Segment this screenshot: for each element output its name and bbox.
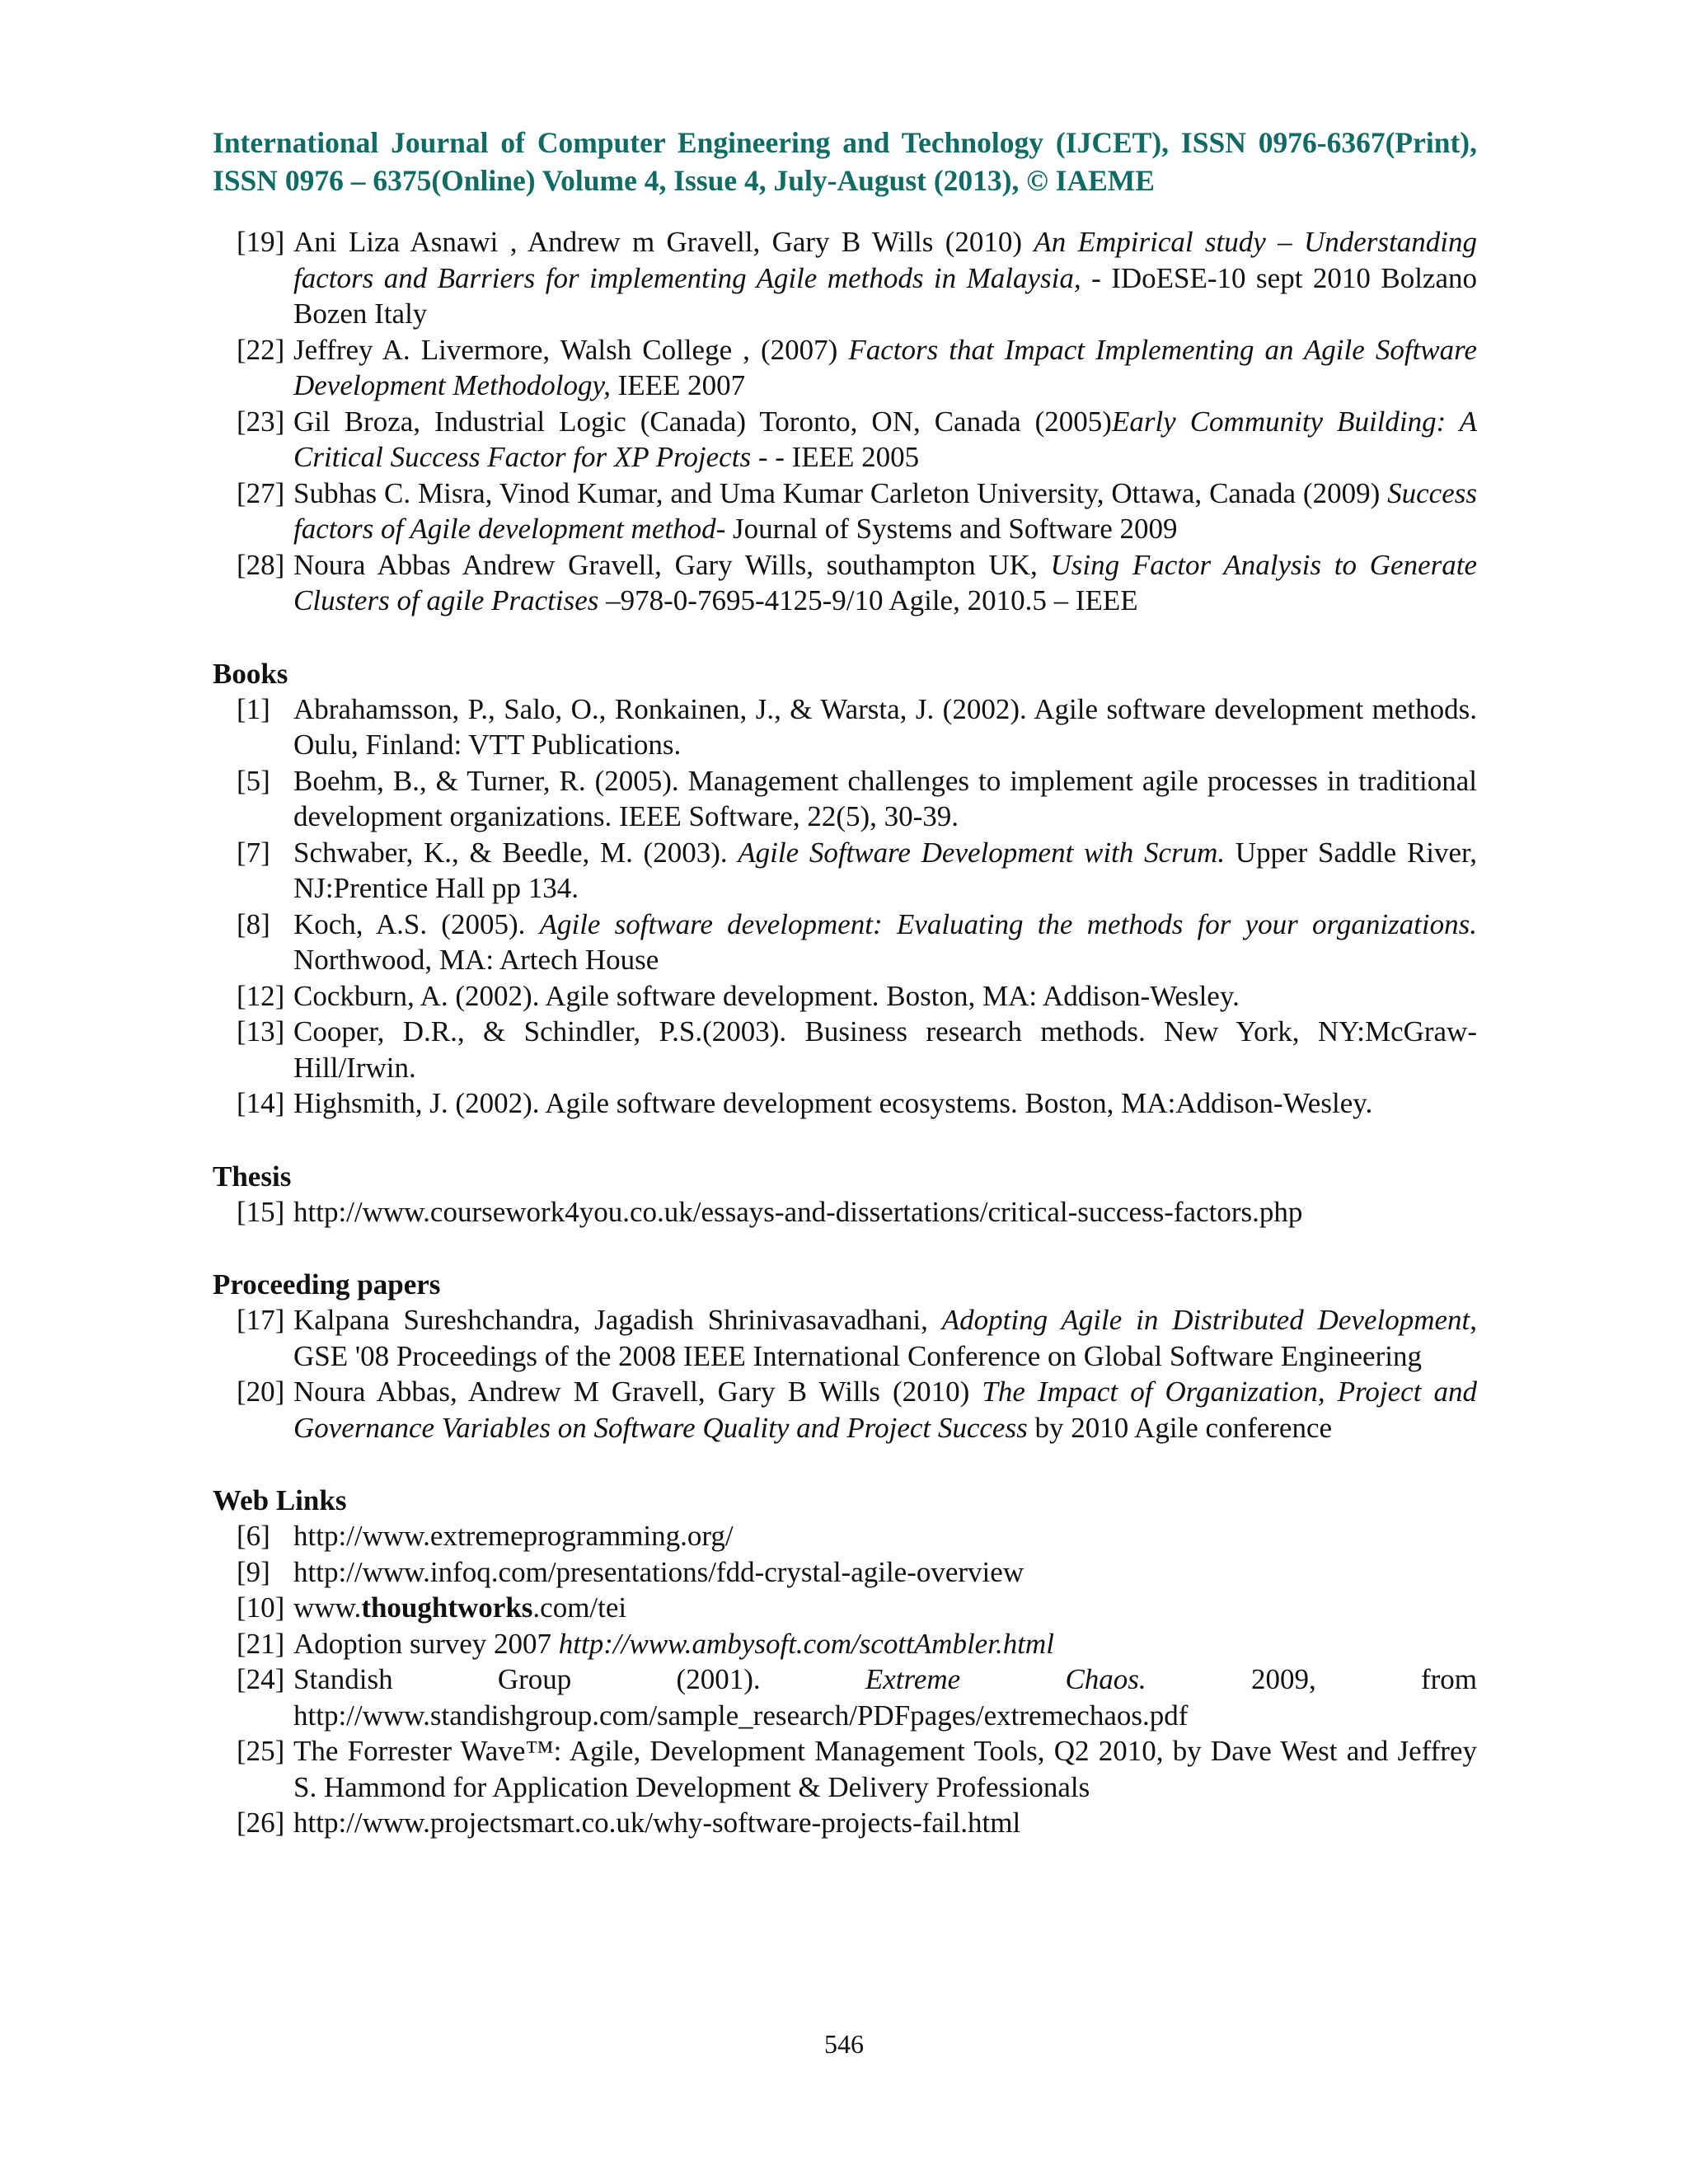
section-heading-thesis: Thesis xyxy=(213,1160,292,1193)
reference-text: Cooper, D.R., & Schindler, P.S.(2003). Business research methods. New York, NY:McGraw-Hill/Irwin. xyxy=(293,1015,1477,1084)
reference-number: [6] xyxy=(237,1520,270,1552)
reference-link: http://www.ambysoft.com/scottAmbler.html xyxy=(558,1627,1054,1660)
reference-item xyxy=(213,404,1477,476)
reference-link: http://www.infoq.com/presentations/fdd-crystal-agile-overview xyxy=(293,1555,1025,1588)
books-reference-list xyxy=(213,691,1477,1122)
reference-number: [14] xyxy=(237,1087,285,1119)
reference-item xyxy=(213,1554,1477,1591)
reference-item xyxy=(213,1518,1477,1554)
reference-item xyxy=(213,1085,1477,1122)
reference-text: 2009, from http://www.standishgroup.com/sample_research/PDFpages/extremechaos.pdf xyxy=(293,1663,1477,1732)
reference-item xyxy=(213,1194,1477,1230)
reference-number: [12] xyxy=(237,979,285,1012)
reference-text: Koch, A.S. (2005). xyxy=(293,907,540,940)
section-heading-weblinks: Web Links xyxy=(213,1484,347,1516)
reference-text: Gil Broza, Industrial Logic (Canada) Toronto, ON, Canada (2005) xyxy=(293,405,1112,438)
reference-item xyxy=(213,763,1477,835)
reference-text: Adoption survey 2007 xyxy=(293,1627,559,1660)
reference-item xyxy=(213,1374,1477,1446)
reference-title: Success factors of Agile development method- xyxy=(293,476,1477,545)
reference-number: [22] xyxy=(237,333,285,366)
reference-text: Jeffrey A. Livermore, Walsh College , (2007) xyxy=(293,333,849,366)
reference-item xyxy=(213,1626,1477,1662)
reference-title: An Empirical study – Understanding factors and Barriers for implementing Agile methods in Malaysia, xyxy=(293,226,1477,294)
reference-text: Northwood, MA: Artech House xyxy=(293,944,659,976)
section-heading-proceedings: Proceeding papers xyxy=(213,1268,441,1301)
page-content xyxy=(213,124,1477,1841)
reference-title: Agile software development: Evaluating the methods for your organizations. xyxy=(539,907,1477,940)
reference-item xyxy=(213,1302,1477,1374)
reference-item xyxy=(213,1661,1477,1733)
reference-number: [9] xyxy=(237,1555,270,1588)
reference-number: [24] xyxy=(237,1663,285,1695)
reference-text: The Forrester Wave™: Agile, Development Management Tools, Q2 2010, by Dave West and Jeffrey S. Hammond for Application Development & Delivery Professionals xyxy=(293,1735,1477,1803)
page-number: 546 xyxy=(824,2029,864,2059)
reference-title: Early Community Building: A Critical Success Factor for XP Projects xyxy=(293,405,1477,473)
reference-text: Boehm, B., & Turner, R. (2005). Management challenges to implement agile processes in traditional development organizations. IEEE Software, 22(5), 30-39. xyxy=(293,764,1477,832)
reference-number: [23] xyxy=(237,405,285,438)
section-heading-books: Books xyxy=(213,657,288,690)
reference-text: - IDoESE-10 sept 2010 Bolzano Bozen Italy xyxy=(293,261,1478,330)
journal-header: International Journal of Computer Engineering and Technology (IJCET), ISSN 0976-6367(Print), ISSN 0976 – 6375(Online) Volume 4, Issue 4, July-August (2013), © IAEME xyxy=(213,126,1477,197)
reference-text: , GSE '08 Proceedings of the 2008 IEEE International Conference on Global Software Engineering xyxy=(293,1304,1477,1372)
reference-title: Extreme Chaos. xyxy=(865,1663,1146,1695)
reference-link: http://www.extremeprogramming.org/ xyxy=(293,1520,734,1552)
reference-item xyxy=(213,907,1477,978)
weblinks-reference-list xyxy=(213,1518,1477,1841)
reference-title: Agile Software Development with Scrum. xyxy=(738,836,1226,869)
reference-number: [15] xyxy=(237,1195,285,1228)
reference-number: [28] xyxy=(237,548,285,581)
reference-number: [26] xyxy=(237,1807,285,1839)
reference-title: Using Factor Analysis to Generate Clusters of agile Practises xyxy=(293,548,1477,616)
reference-number: [5] xyxy=(237,764,270,797)
reference-title: Adopting Agile in Distributed Development xyxy=(941,1304,1470,1336)
reference-text: Noura Abbas Andrew Gravell, Gary Wills, southampton UK, xyxy=(293,548,1051,581)
reference-number: [27] xyxy=(237,476,285,509)
thesis-reference-list xyxy=(213,1194,1477,1230)
reference-text: Upper Saddle River, NJ:Prentice Hall pp 134. xyxy=(293,836,1477,904)
reference-item xyxy=(213,547,1477,619)
reference-link-suffix: .com/tei xyxy=(532,1591,627,1624)
reference-text: Kalpana Sureshchandra, Jagadish Shrinivasavadhani, xyxy=(293,1304,942,1336)
reference-text: Standish Group (2001). xyxy=(293,1663,865,1695)
reference-text: Journal of Systems and Software 2009 xyxy=(725,513,1178,545)
reference-number: [20] xyxy=(237,1376,285,1408)
reference-link: http://www.projectsmart.co.uk/why-software-projects-fail.html xyxy=(293,1807,1021,1839)
reference-item xyxy=(213,691,1477,763)
reference-link-prefix: www. xyxy=(293,1591,362,1624)
reference-text: IEEE 2007 xyxy=(610,369,746,401)
reference-item xyxy=(213,1733,1477,1805)
reference-number: [7] xyxy=(237,836,270,869)
reference-item xyxy=(213,332,1477,404)
reference-item xyxy=(213,476,1477,547)
reference-number: [8] xyxy=(237,907,270,940)
reference-text: by 2010 Agile conference xyxy=(1027,1411,1333,1444)
reference-number: [17] xyxy=(237,1304,285,1336)
reference-number: [25] xyxy=(237,1735,285,1767)
reference-title: The Impact of Organization, Project and Governance Variables on Software Quality and Project Success xyxy=(293,1376,1477,1444)
reference-title: Factors that Impact Implementing an Agile Software Development Methodology, xyxy=(293,333,1477,401)
reference-text: Noura Abbas, Andrew M Gravell, Gary B Wills (2010) xyxy=(293,1376,982,1408)
reference-text: Cockburn, A. (2002). Agile software development. Boston, MA: Addison-Wesley. xyxy=(293,979,1240,1012)
reference-text: Ani Liza Asnawi , Andrew m Gravell, Gary B Wills (2010) xyxy=(293,226,1034,258)
reference-text: Schwaber, K., & Beedle, M. (2003). xyxy=(293,836,738,869)
reference-number: [19] xyxy=(237,226,285,258)
reference-text: –978-0-7695-4125-9/10 Agile, 2010.5 – IEEE xyxy=(598,584,1138,616)
reference-number: [13] xyxy=(237,1015,285,1047)
reference-item xyxy=(213,978,1477,1015)
reference-text: - - IEEE 2005 xyxy=(751,441,920,473)
reference-number: [1] xyxy=(237,692,270,725)
reference-item xyxy=(213,1590,1477,1626)
reference-item xyxy=(213,835,1477,907)
reference-link: http://www.coursework4you.co.uk/essays-and-dissertations/critical-success-factors.php xyxy=(293,1195,1303,1228)
reference-text: Highsmith, J. (2002). Agile software development ecosystems. Boston, MA:Addison-Wesley. xyxy=(293,1087,1373,1119)
reference-link-bold: thoughtworks xyxy=(361,1591,533,1624)
reference-number: [10] xyxy=(237,1591,285,1624)
reference-number: [21] xyxy=(237,1627,285,1660)
reference-text: Subhas C. Misra, Vinod Kumar, and Uma Kumar Carleton University, Ottawa, Canada (2009) xyxy=(293,476,1388,509)
reference-text: Abrahamsson, P., Salo, O., Ronkainen, J., & Warsta, J. (2002). Agile software development methods. Oulu, Finland: VTT Publications. xyxy=(293,692,1477,761)
top-reference-list xyxy=(213,224,1477,619)
proceedings-reference-list xyxy=(213,1302,1477,1446)
reference-item xyxy=(213,1805,1477,1841)
reference-item xyxy=(213,224,1477,332)
reference-item xyxy=(213,1014,1477,1085)
